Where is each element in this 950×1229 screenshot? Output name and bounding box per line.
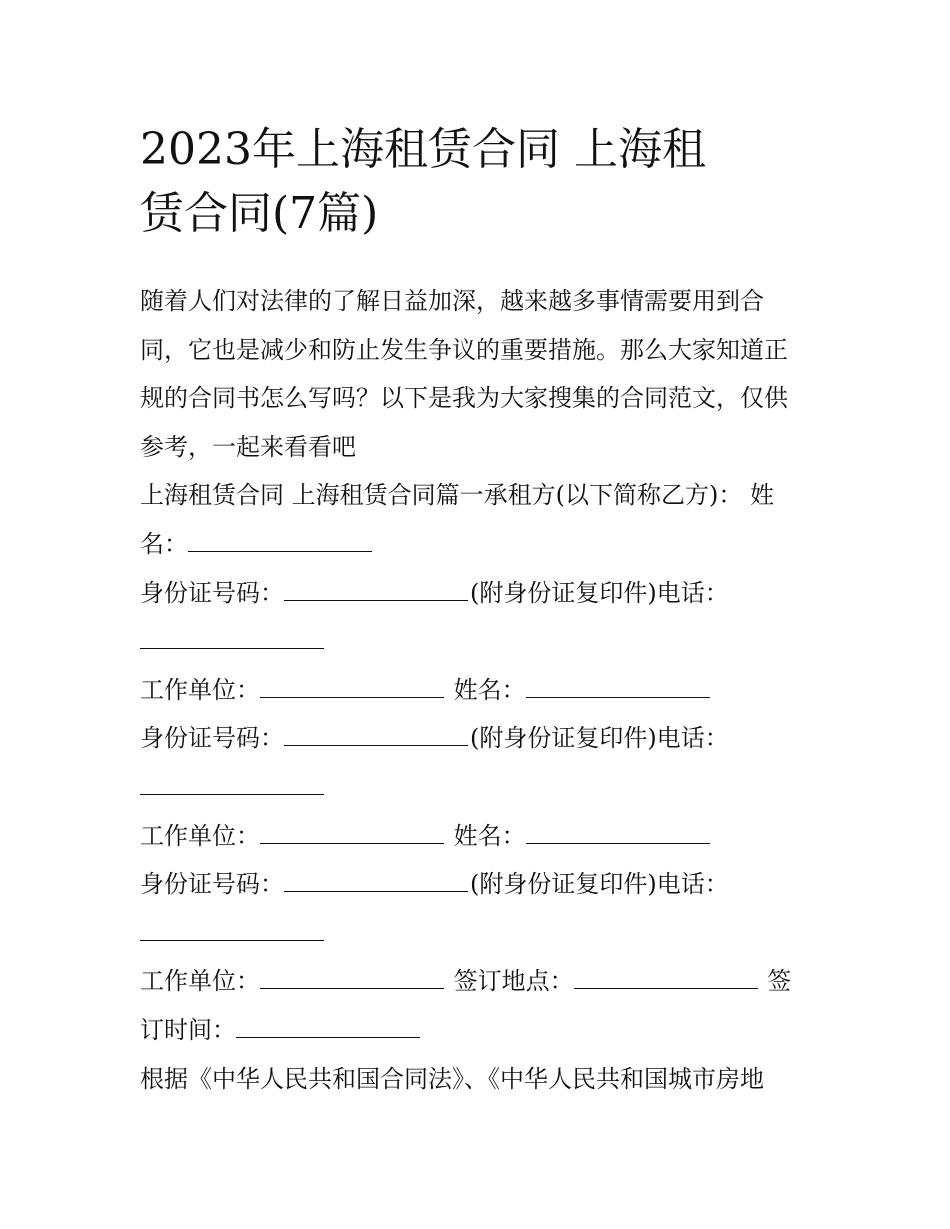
name-blank bbox=[188, 521, 372, 552]
phone-blank bbox=[140, 764, 324, 795]
sign-place-label: 签订地点： bbox=[453, 967, 574, 996]
work-label: 工作单位： bbox=[140, 675, 260, 704]
closing-line: 根据《中华人民共和国合同法》、《中华人民共和国城市房地 bbox=[140, 1064, 764, 1093]
id-suffix: (附身份证复印件)电话： bbox=[470, 578, 729, 607]
name-label-inline: 姓名： bbox=[453, 675, 526, 704]
id-suffix: (附身份证复印件)电话： bbox=[470, 724, 729, 753]
phone-blank bbox=[140, 618, 324, 649]
work-field-line bbox=[140, 666, 812, 715]
intro-line: 规的合同书怎么写吗？以下是我为大家搜集的合同范文，仅供 bbox=[140, 384, 788, 413]
intro-line: 随着人们对法律的了解日益加深，越来越多事情需要用到合 bbox=[140, 287, 764, 315]
name-label-inline: 姓名： bbox=[453, 821, 526, 850]
lessee-heading: 上海租赁合同 上海租赁合同篇一承租方(以下简称乙方)： 姓 bbox=[140, 481, 774, 510]
work-label: 工作单位： bbox=[140, 821, 260, 850]
id-suffix: (附身份证复印件)电话： bbox=[470, 870, 729, 899]
name-field-line bbox=[140, 520, 812, 569]
name-blank bbox=[526, 667, 710, 698]
id-label: 身份证号码： bbox=[140, 870, 284, 899]
title-line-1: 2023年上海租赁合同 上海租 bbox=[140, 124, 706, 175]
phone-field-line bbox=[140, 763, 812, 812]
document-body bbox=[140, 277, 812, 1103]
name-label: 名： bbox=[140, 529, 188, 558]
id-blank bbox=[284, 861, 468, 892]
id-label: 身份证号码： bbox=[140, 578, 284, 607]
id-field-line bbox=[140, 714, 812, 763]
phone-field-line bbox=[140, 617, 812, 666]
sign-prefix: 签 bbox=[767, 967, 792, 996]
sign-time-label: 订时间： bbox=[140, 1015, 236, 1044]
id-blank bbox=[284, 715, 468, 746]
title-line-2: 赁合同(7篇) bbox=[140, 188, 379, 239]
phone-field-line bbox=[140, 909, 812, 958]
sign-time-line bbox=[140, 1006, 812, 1055]
work-sign-line bbox=[140, 957, 812, 1006]
document-title bbox=[140, 118, 820, 246]
id-blank bbox=[284, 570, 468, 601]
work-label: 工作单位： bbox=[140, 967, 260, 996]
intro-line: 参考，一起来看看吧 bbox=[140, 432, 356, 461]
intro-line: 同，它也是减少和防止发生争议的重要措施。那么大家知道正 bbox=[140, 335, 788, 364]
id-label: 身份证号码： bbox=[140, 724, 284, 753]
work-blank bbox=[260, 667, 444, 698]
sign-place-blank bbox=[574, 958, 758, 989]
phone-blank bbox=[140, 910, 324, 941]
name-blank bbox=[526, 813, 710, 844]
work-blank bbox=[260, 958, 444, 989]
work-field-line bbox=[140, 812, 812, 861]
work-blank bbox=[260, 813, 444, 844]
sign-time-blank bbox=[236, 1007, 420, 1038]
id-field-line bbox=[140, 569, 812, 618]
id-field-line bbox=[140, 860, 812, 909]
